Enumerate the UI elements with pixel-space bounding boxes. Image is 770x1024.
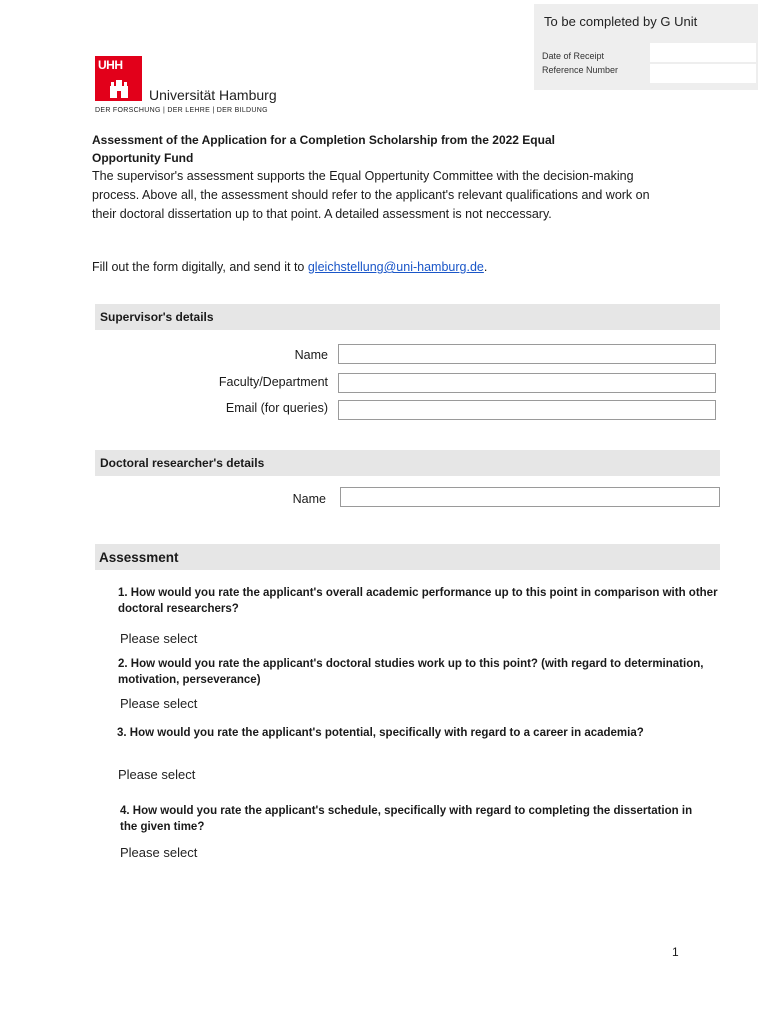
- fill-instructions-text: Fill out the form digitally, and send it to: [92, 260, 308, 274]
- city-gate-icon: [108, 78, 130, 98]
- question-4-select[interactable]: Please select: [120, 845, 198, 860]
- researcher-section-title: Doctoral researcher's details: [100, 456, 265, 470]
- fill-instructions: [92, 260, 487, 274]
- question-3-select[interactable]: Please select: [118, 767, 196, 782]
- faculty-department-input[interactable]: [338, 373, 716, 393]
- uhh-logo-mark: UHH: [98, 58, 123, 72]
- researcher-section-header: [95, 450, 720, 476]
- g-unit-title: To be completed by G Unit: [544, 14, 698, 29]
- page-number: 1: [672, 945, 679, 959]
- question-1-select[interactable]: Please select: [120, 631, 198, 646]
- reference-number-field[interactable]: [650, 64, 756, 83]
- email-link[interactable]: gleichstellung@uni-hamburg.de: [307, 260, 484, 274]
- faculty-department-label: Faculty/Department: [218, 375, 328, 389]
- supervisor-email-label: Email (for queries): [225, 401, 328, 415]
- question-1: 1. How would you rate the applicant's overall academic performance up to this point in comparison with other doctoral researchers?: [118, 587, 718, 615]
- supervisor-name-input[interactable]: [338, 344, 716, 364]
- university-tagline: DER FORSCHUNG | DER LEHRE | DER BILDUNG: [95, 107, 268, 114]
- question-2: 2. How would you rate the applicant's doctoral studies work up to this point? (with regard to determination, motivation, perseverance): [118, 658, 704, 686]
- supervisor-name-label: Name: [294, 348, 328, 362]
- fill-instructions-end: .: [483, 260, 488, 274]
- university-name: Universität Hamburg: [149, 87, 277, 103]
- supervisor-section-header: [95, 304, 720, 330]
- assessment-section-header: [95, 544, 720, 570]
- uhh-logo: [95, 56, 142, 101]
- question-3: 3. How would you rate the applicant's potential, specifically with regard to a career in academia?: [117, 727, 644, 739]
- reference-number-label: Reference Number: [542, 65, 619, 75]
- date-of-receipt-field[interactable]: [650, 43, 756, 62]
- assessment-section-title: Assessment: [99, 550, 179, 565]
- document-title: Assessment of the Application for a Completion Scholarship from the 2022 Equal Opportunity Fund: [92, 133, 555, 165]
- supervisor-section-title: Supervisor's details: [100, 310, 214, 324]
- date-of-receipt-label: Date of Receipt: [542, 51, 605, 61]
- supervisor-email-input[interactable]: [338, 400, 716, 420]
- researcher-name-label: Name: [292, 492, 326, 506]
- g-unit-box: [534, 4, 758, 90]
- question-2-select[interactable]: Please select: [120, 696, 198, 711]
- question-4: 4. How would you rate the applicant's schedule, specifically with regard to completing the dissertation in the given time?: [120, 805, 693, 833]
- researcher-name-input[interactable]: [340, 487, 720, 507]
- intro-paragraph: The supervisor's assessment supports the Equal Oppertunity Committee with the decision-making process. Above all, the assessment should refer to the applicant's relevant qualifications and work on their doctoral dissertation up to that point. A detailed assessment is not neccessary.: [92, 169, 650, 221]
